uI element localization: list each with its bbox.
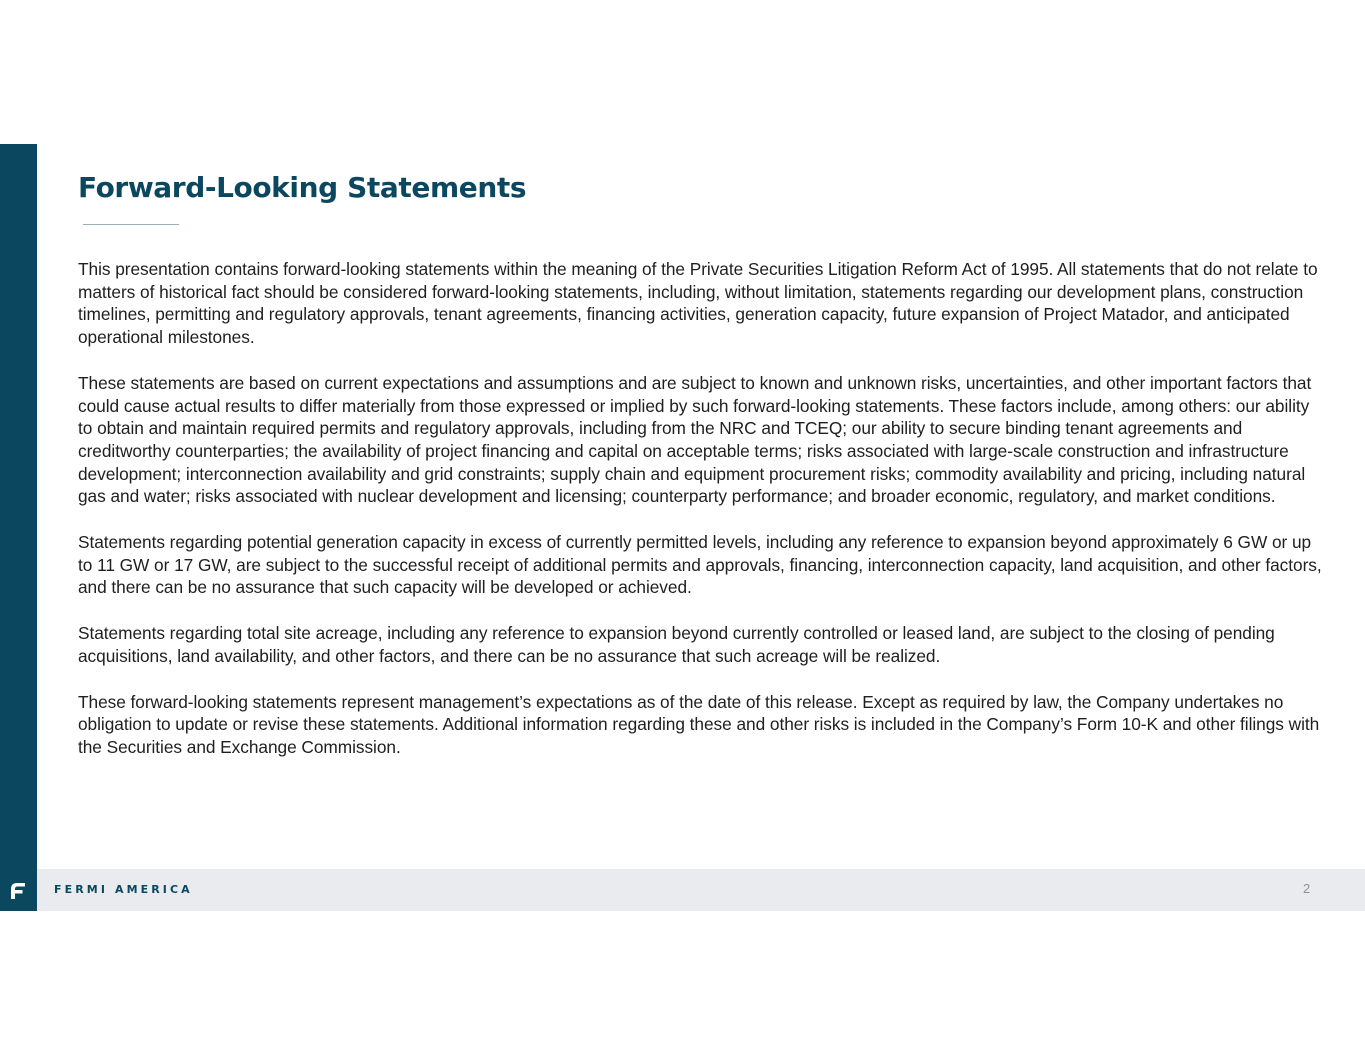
slide-footer bbox=[0, 869, 1365, 911]
slide bbox=[0, 144, 1365, 911]
page-number: 2 bbox=[1303, 881, 1311, 896]
paragraph-capacity: Statements regarding potential generation capacity in excess of currently permitted levels, including any reference to expansion beyond approximately 6 GW or up to 11 GW or 17 GW, are subject to the successful receipt of additional permits and approvals, financing, interconnection capacity, land acquisition, and other factors, and there can be no assurance that such capacity will be developed or achieved. bbox=[78, 532, 1322, 598]
side-accent-bar bbox=[0, 144, 37, 911]
title-underline bbox=[83, 224, 179, 225]
footer-logo-block bbox=[0, 869, 37, 911]
disclaimer-body bbox=[78, 258, 1328, 782]
slide-title: Forward-Looking Statements bbox=[78, 171, 527, 204]
paragraph-obligation: These forward-looking statements represent management’s expectations as of the date of this release. Except as required by law, the Company undertakes no obligation to update or revise these statements. Additional information regarding these and other risks is included in the Company’s Form 10-K and other filings with the Securities and Exchange Commission. bbox=[78, 691, 1320, 757]
paragraph-risks: These statements are based on current expectations and assumptions and are subject to known and unknown risks, uncertainties, and other important factors that could cause actual results to differ materially from those expressed or implied by such forward-looking statements. These factors include, among others: our ability to obtain and maintain required permits and regulatory approvals, including from the NRC and TCEQ; our ability to secure binding tenant agreements and creditworthy counterparties; the availability of project financing and capital on acceptable terms; risks associated with large-scale construction and infrastructure development; interconnection availability and grid constraints; supply chain and equipment procurement risks; commodity availability and pricing, including natural gas and water; risks associated with nuclear development and licensing; counterparty performance; and broader economic, regulatory, and market conditions. bbox=[78, 372, 1312, 507]
brand-wordmark: FERMI AMERICA bbox=[54, 883, 193, 896]
paragraph-intro: This presentation contains forward-looking statements within the meaning of the Private Securities Litigation Reform Act of 1995. All statements that do not relate to matters of historical fact should be considered forward-looking statements, including, without limitation, statements regarding our development plans, construction timelines, permitting and regulatory approvals, tenant agreements, financing activities, generation capacity, future expansion of Project Matador, and anticipated operational milestones. bbox=[78, 259, 1318, 348]
fermi-f-logo-icon bbox=[10, 881, 26, 900]
paragraph-acreage: Statements regarding total site acreage, including any reference to expansion beyond currently controlled or leased land, are subject to the closing of pending acquisitions, land availability, and other factors, and there can be no assurance that such acreage will be realized. bbox=[78, 623, 1275, 666]
